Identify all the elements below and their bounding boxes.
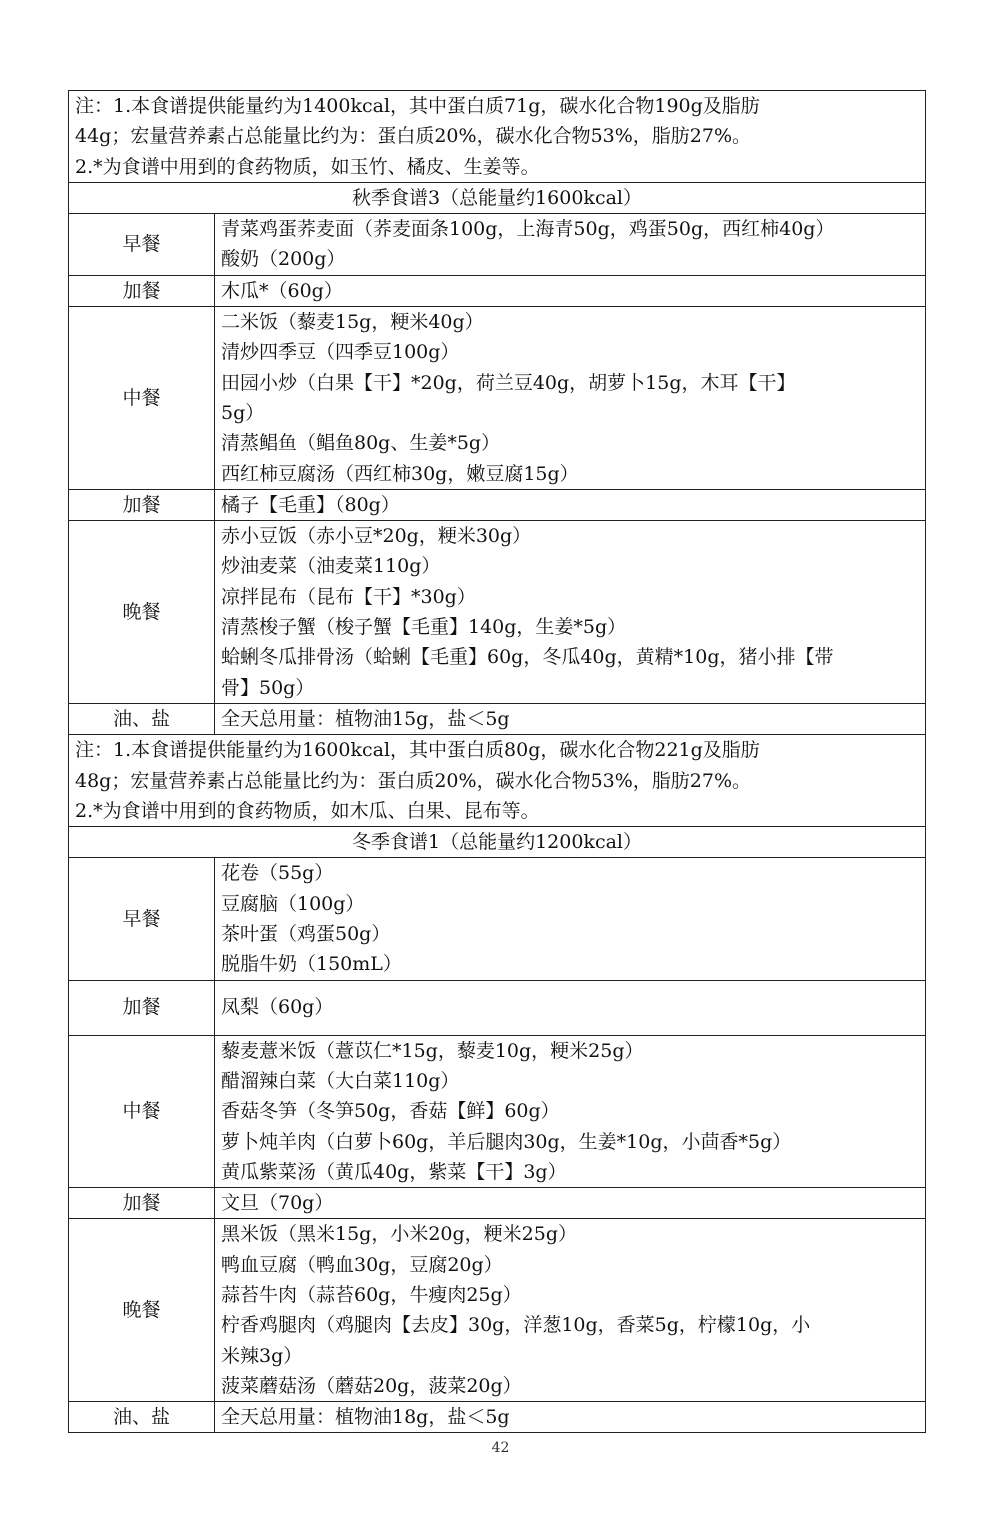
meal-items (215, 521, 926, 704)
meal-label: 油、盐 (69, 703, 215, 734)
dish-item: 赤小豆饭（赤小豆*20g，粳米30g） (221, 525, 532, 548)
meal-row (69, 307, 926, 490)
meal-label: 晚餐 (69, 1219, 215, 1402)
dish-item: 清蒸梭子蟹（梭子蟹【毛重】140g，生姜*5g） (221, 616, 627, 639)
dish-item: 蒜苔牛肉（蒜苔60g，牛瘦肉25g） (221, 1283, 522, 1306)
section-title-row (69, 182, 926, 213)
dish-item: 米辣3g） (221, 1344, 303, 1367)
meal-label: 油、盐 (69, 1402, 215, 1433)
meal-items (215, 275, 926, 306)
meal-label: 加餐 (69, 489, 215, 520)
meal-items (215, 1402, 926, 1433)
note-line: 2.*为食谱中用到的食药物质，如木瓜、白果、昆布等。 (75, 799, 540, 822)
meal-row (69, 1219, 926, 1402)
meal-items (215, 1219, 926, 1402)
dish-item: 脱脂牛奶（150mL） (221, 953, 402, 976)
dish-item: 清蒸鲳鱼（鲳鱼80g、生姜*5g） (221, 432, 501, 455)
meal-row (69, 521, 926, 704)
meal-label: 加餐 (69, 980, 215, 1035)
dish-item: 5g） (221, 401, 265, 424)
dish-item: 茶叶蛋（鸡蛋50g） (221, 923, 391, 946)
dish-item: 酸奶（200g） (221, 248, 346, 271)
dish-item: 全天总用量：植物油15g，盐＜5g (221, 707, 510, 730)
dish-item: 青菜鸡蛋荞麦面（荞麦面条100g，上海青50g，鸡蛋50g，西红柿40g） (221, 218, 835, 241)
dish-item: 鸭血豆腐（鸭血30g，豆腐20g） (221, 1253, 503, 1276)
dish-item: 二米饭（藜麦15g，粳米40g） (221, 311, 484, 334)
dish-item: 骨】50g） (221, 676, 315, 699)
meal-row (69, 1402, 926, 1433)
meal-items (215, 307, 926, 490)
note-line: 44g；宏量营养素占总能量比约为：蛋白质20%，碳水化合物53%，脂肪27%。 (75, 125, 752, 148)
note-line: 2.*为食谱中用到的食药物质，如玉竹、橘皮、生姜等。 (75, 155, 540, 178)
dish-item: 木瓜*（60g） (221, 279, 343, 302)
meal-row (69, 489, 926, 520)
dish-item: 豆腐脑（100g） (221, 892, 365, 915)
dish-item: 黑米饭（黑米15g，小米20g，粳米25g） (221, 1223, 578, 1246)
meal-label: 晚餐 (69, 521, 215, 704)
nutrition-note (69, 735, 926, 827)
dish-item: 炒油麦菜（油麦菜110g） (221, 555, 441, 578)
meal-label: 早餐 (69, 214, 215, 276)
meal-row (69, 1188, 926, 1219)
meal-label: 中餐 (69, 1035, 215, 1187)
meal-row (69, 980, 926, 1035)
dish-item: 凉拌昆布（昆布【干】*30g） (221, 585, 476, 608)
meal-row (69, 703, 926, 734)
meal-row (69, 1035, 926, 1187)
note-row (69, 91, 926, 183)
meal-label: 加餐 (69, 1188, 215, 1219)
dish-item: 柠香鸡腿肉（鸡腿肉【去皮】30g，洋葱10g，香菜5g，柠檬10g，小 (221, 1314, 811, 1337)
meal-items (215, 703, 926, 734)
meal-row (69, 214, 926, 276)
dish-item: 橘子【毛重】（80g） (221, 493, 400, 516)
dish-item: 香菇冬笋（冬笋50g，香菇【鲜】60g） (221, 1100, 560, 1123)
recipe-table (68, 90, 926, 1433)
nutrition-note (69, 91, 926, 183)
dish-item: 文旦（70g） (221, 1192, 334, 1215)
section-title: 秋季食谱3（总能量约1600kcal） (69, 182, 926, 213)
dish-item: 西红柿豆腐汤（西红柿30g，嫩豆腐15g） (221, 462, 579, 485)
meal-label: 中餐 (69, 307, 215, 490)
dish-item: 菠菜蘑菇汤（蘑菇20g，菠菜20g） (221, 1374, 522, 1397)
section-title-row (69, 827, 926, 858)
note-line: 48g；宏量营养素占总能量比约为：蛋白质20%，碳水化合物53%，脂肪27%。 (75, 769, 752, 792)
note-row (69, 735, 926, 827)
meal-items (215, 1188, 926, 1219)
note-line: 注：1.本食谱提供能量约为1600kcal，其中蛋白质80g，碳水化合物221g及脂肪 (75, 739, 760, 762)
meal-items (215, 980, 926, 1035)
note-line: 注：1.本食谱提供能量约为1400kcal，其中蛋白质71g，碳水化合物190g及脂肪 (75, 95, 760, 117)
dish-item: 蛤蜊冬瓜排骨汤（蛤蜊【毛重】60g，冬瓜40g，黄精*10g，猪小排【带 (221, 646, 834, 669)
dish-item: 黄瓜紫菜汤（黄瓜40g，紫菜【干】3g） (221, 1160, 567, 1183)
dish-item: 醋溜辣白菜（大白菜110g） (221, 1069, 460, 1092)
dish-item: 清炒四季豆（四季豆100g） (221, 341, 460, 364)
section-title: 冬季食谱1（总能量约1200kcal） (69, 827, 926, 858)
meal-label: 早餐 (69, 858, 215, 980)
dish-item: 田园小炒（白果【干】*20g，荷兰豆40g，胡萝卜15g，木耳【干】 (221, 371, 796, 394)
dish-item: 萝卜炖羊肉（白萝卜60g，羊后腿肉30g，生姜*10g，小茴香*5g） (221, 1130, 792, 1153)
meal-row (69, 858, 926, 980)
meal-row (69, 275, 926, 306)
meal-items (215, 489, 926, 520)
dish-item: 凤梨（60g） (221, 996, 334, 1019)
meal-label: 加餐 (69, 275, 215, 306)
page-number: 42 (491, 1440, 510, 1456)
dish-item: 全天总用量：植物油18g，盐＜5g (221, 1406, 510, 1429)
meal-items (215, 858, 926, 980)
meal-items (215, 1035, 926, 1187)
dish-item: 花卷（55g） (221, 862, 334, 885)
meal-items (215, 214, 926, 276)
dish-item: 藜麦薏米饭（薏苡仁*15g，藜麦10g，粳米25g） (221, 1039, 644, 1062)
